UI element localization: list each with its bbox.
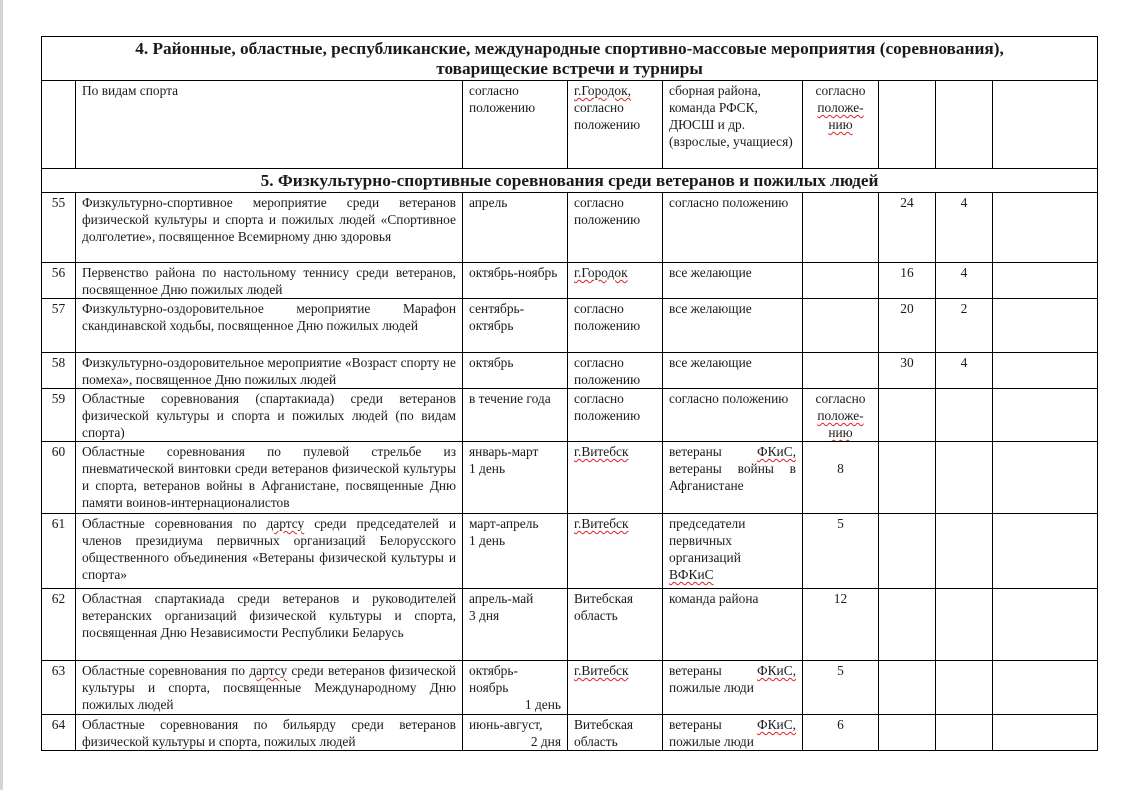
spellcheck-word: дартсу [249, 663, 288, 678]
cell-col8 [936, 589, 993, 661]
cell-col7 [879, 81, 936, 169]
duration: 1 день [469, 461, 506, 476]
event-location: согласно положению [568, 193, 663, 263]
spellcheck-word: дартсу [266, 516, 305, 531]
participants-text: пожилые люди [669, 734, 754, 749]
duration: 3 дня [469, 608, 500, 623]
event-name: По видам спорта [76, 81, 463, 169]
event-participants [663, 661, 803, 715]
participant-count [803, 193, 879, 263]
count-text: согласно [815, 391, 866, 406]
section-5-header-row [42, 169, 1098, 193]
cell-col7: 24 [879, 193, 936, 263]
cell-col7 [879, 589, 936, 661]
name-text: Областные соревнования по [82, 516, 257, 531]
cell-col7 [879, 389, 936, 442]
cell-col9 [993, 193, 1098, 263]
event-location: согласно положению [568, 389, 663, 442]
table-row [42, 353, 1098, 389]
event-dates [463, 661, 568, 715]
spellcheck-word: положе- [817, 408, 864, 423]
cell-col8: 2 [936, 299, 993, 353]
table-row [42, 389, 1098, 442]
participant-count: 5 [803, 661, 879, 715]
table-row [42, 81, 1098, 169]
event-name: Областные соревнования (спартакиада) среди ветеранов физической культуры и спорта и пожилых людей (по видам спорта) [76, 389, 463, 442]
participant-count [803, 299, 879, 353]
event-participants: согласно положению [663, 193, 803, 263]
date-range: апрель-май [469, 591, 534, 606]
event-dates [463, 442, 568, 514]
participant-count [803, 353, 879, 389]
table-row [42, 193, 1098, 263]
event-participants [663, 442, 803, 514]
event-name: Областные соревнования по пулевой стрельбе из пневматической винтовки среди ветеранов физической культуры и спорта, ветеранов войны в Афганистане, посвященные Дню памяти воинов-интернационалистов [76, 442, 463, 514]
spellcheck-word: ФКиС, [757, 663, 796, 678]
event-location: Витебская область [568, 715, 663, 751]
event-location [568, 81, 663, 169]
participants-text: пожилые люди [669, 680, 754, 695]
table-row [42, 661, 1098, 715]
row-number: 64 [42, 715, 76, 751]
participants-text: ветераны [669, 663, 722, 678]
duration: 1 день [469, 533, 506, 548]
row-number: 61 [42, 514, 76, 589]
event-participants: все желающие [663, 353, 803, 389]
cell-col7 [879, 661, 936, 715]
event-participants: сборная района, команда РФСК, ДЮСШ и др. (взрослые, учащиеся) [663, 81, 803, 169]
event-location [568, 514, 663, 589]
date-range: октябрь-ноябрь [469, 663, 518, 695]
table-row [42, 589, 1098, 661]
participant-count [803, 81, 879, 169]
cell-col8 [936, 514, 993, 589]
section-5-title: 5. Физкультурно-спортивные соревнования среди ветеранов и пожилых людей [42, 169, 1098, 193]
section-4-title [42, 37, 1098, 81]
row-number: 62 [42, 589, 76, 661]
cell-col9 [993, 299, 1098, 353]
event-name: Физкультурно-спортивное мероприятие среди ветеранов физической культуры и спорта и пожилых людей «Спортивное долголетие», посвященное Всемирному дню здоровья [76, 193, 463, 263]
event-dates: апрель [463, 193, 568, 263]
cell-col9 [993, 661, 1098, 715]
cell-col9 [993, 81, 1098, 169]
participants-text: ветераны войны в Афганистане [669, 461, 796, 493]
event-location [568, 661, 663, 715]
participants-text: ветераны [669, 444, 722, 459]
participant-count: 8 [803, 442, 879, 514]
spellcheck-word: нию [828, 425, 853, 440]
date-range: март-апрель [469, 516, 539, 531]
cell-col9 [993, 353, 1098, 389]
event-dates: согласно положению [463, 81, 568, 169]
events-table [41, 36, 1098, 751]
spellcheck-word: г.Витебск [574, 444, 629, 459]
cell-col8 [936, 715, 993, 751]
section-4-header-row [42, 37, 1098, 81]
spellcheck-word: г.Городок, [574, 83, 631, 98]
spellcheck-word: г.Витебск [574, 516, 629, 531]
cell-col7 [879, 442, 936, 514]
location-text: согласно положению [574, 100, 641, 132]
participants-text: ветераны [669, 717, 722, 732]
spellcheck-word: положе- [817, 100, 864, 115]
event-name [76, 661, 463, 715]
table-row [42, 514, 1098, 589]
spellcheck-word: ФКиС, [757, 717, 796, 732]
cell-col8: 4 [936, 353, 993, 389]
cell-col9 [993, 589, 1098, 661]
row-number: 59 [42, 389, 76, 442]
spellcheck-word: ФКиС, [757, 444, 796, 459]
event-location: согласно положению [568, 353, 663, 389]
event-name: Областная спартакиада среди ветеранов и руководителей ветеранских организаций физической культуры и спорта, посвященная Дню Независимости Республики Беларусь [76, 589, 463, 661]
participant-count: 12 [803, 589, 879, 661]
participant-count [803, 263, 879, 299]
duration: 2 дня [530, 734, 561, 749]
row-number: 63 [42, 661, 76, 715]
spellcheck-word: ВФКиС [669, 567, 714, 582]
date-range: июнь-август, [469, 717, 543, 732]
cell-col9 [993, 389, 1098, 442]
cell-col9 [993, 514, 1098, 589]
event-participants [663, 514, 803, 589]
event-dates: в течение года [463, 389, 568, 442]
cell-col7: 20 [879, 299, 936, 353]
row-number: 55 [42, 193, 76, 263]
table-row [42, 263, 1098, 299]
count-text: согласно [815, 83, 866, 98]
spellcheck-word: г.Витебск [574, 663, 629, 678]
cell-col9 [993, 442, 1098, 514]
name-text: Областные соревнования по [82, 663, 246, 678]
event-dates [463, 514, 568, 589]
event-dates [463, 589, 568, 661]
cell-col9 [993, 263, 1098, 299]
row-number: 57 [42, 299, 76, 353]
date-range: январь-март [469, 444, 539, 459]
name-text: среди председателей и членов президиума первичных организаций Белорусского общественного объединения «Ветераны физической культуры и спорта» [82, 516, 456, 582]
table-row [42, 299, 1098, 353]
cell-col7 [879, 514, 936, 589]
cell-col7 [879, 715, 936, 751]
event-location [568, 442, 663, 514]
participant-count: 6 [803, 715, 879, 751]
event-name [76, 514, 463, 589]
participant-count: 5 [803, 514, 879, 589]
row-number: 60 [42, 442, 76, 514]
event-name: Первенство района по настольному теннису среди ветеранов, посвященное Дню пожилых людей [76, 263, 463, 299]
participants-text: председатели первичных организаций [669, 516, 746, 565]
cell-col8: 4 [936, 263, 993, 299]
cell-col8 [936, 661, 993, 715]
event-participants: все желающие [663, 299, 803, 353]
row-number [42, 81, 76, 169]
page-edge [0, 0, 3, 790]
section-4-title-line1: 4. Районные, областные, республиканские, международные спортивно-массовые мероприятия (соревнования), [135, 39, 1004, 58]
duration: 1 день [524, 697, 561, 712]
event-participants: все желающие [663, 263, 803, 299]
event-location: Витебская область [568, 589, 663, 661]
cell-col7: 16 [879, 263, 936, 299]
event-location [568, 263, 663, 299]
row-number: 58 [42, 353, 76, 389]
cell-col9 [993, 715, 1098, 751]
name-text: среди ветеранов физической культуры и спорта, посвященные Международному Дню пожилых людей [82, 663, 456, 712]
table-row [42, 442, 1098, 514]
cell-col8 [936, 81, 993, 169]
participant-count [803, 389, 879, 442]
event-dates: октябрь [463, 353, 568, 389]
event-name: Физкультурно-оздоровительное мероприятие «Возраст спорту не помеха», посвященное Дню пожилых людей [76, 353, 463, 389]
spellcheck-word: нию [828, 117, 853, 132]
event-name: Физкультурно-оздоровительное мероприятие Марафон скандинавской ходьбы, посвященное Дню пожилых людей [76, 299, 463, 353]
event-participants: согласно положению [663, 389, 803, 442]
cell-col7: 30 [879, 353, 936, 389]
section-4-title-line2: товарищеские встречи и турниры [436, 59, 703, 78]
event-dates [463, 715, 568, 751]
cell-col8 [936, 442, 993, 514]
table-row [42, 715, 1098, 751]
event-participants [663, 715, 803, 751]
event-dates: октябрь-ноябрь [463, 263, 568, 299]
row-number: 56 [42, 263, 76, 299]
event-name: Областные соревнования по бильярду среди ветеранов физической культуры и спорта, пожилых людей [76, 715, 463, 751]
spellcheck-word: г.Городок [574, 265, 628, 280]
event-participants: команда района [663, 589, 803, 661]
cell-col8: 4 [936, 193, 993, 263]
event-dates: сентябрь-октябрь [463, 299, 568, 353]
event-location: согласно положению [568, 299, 663, 353]
cell-col8 [936, 389, 993, 442]
